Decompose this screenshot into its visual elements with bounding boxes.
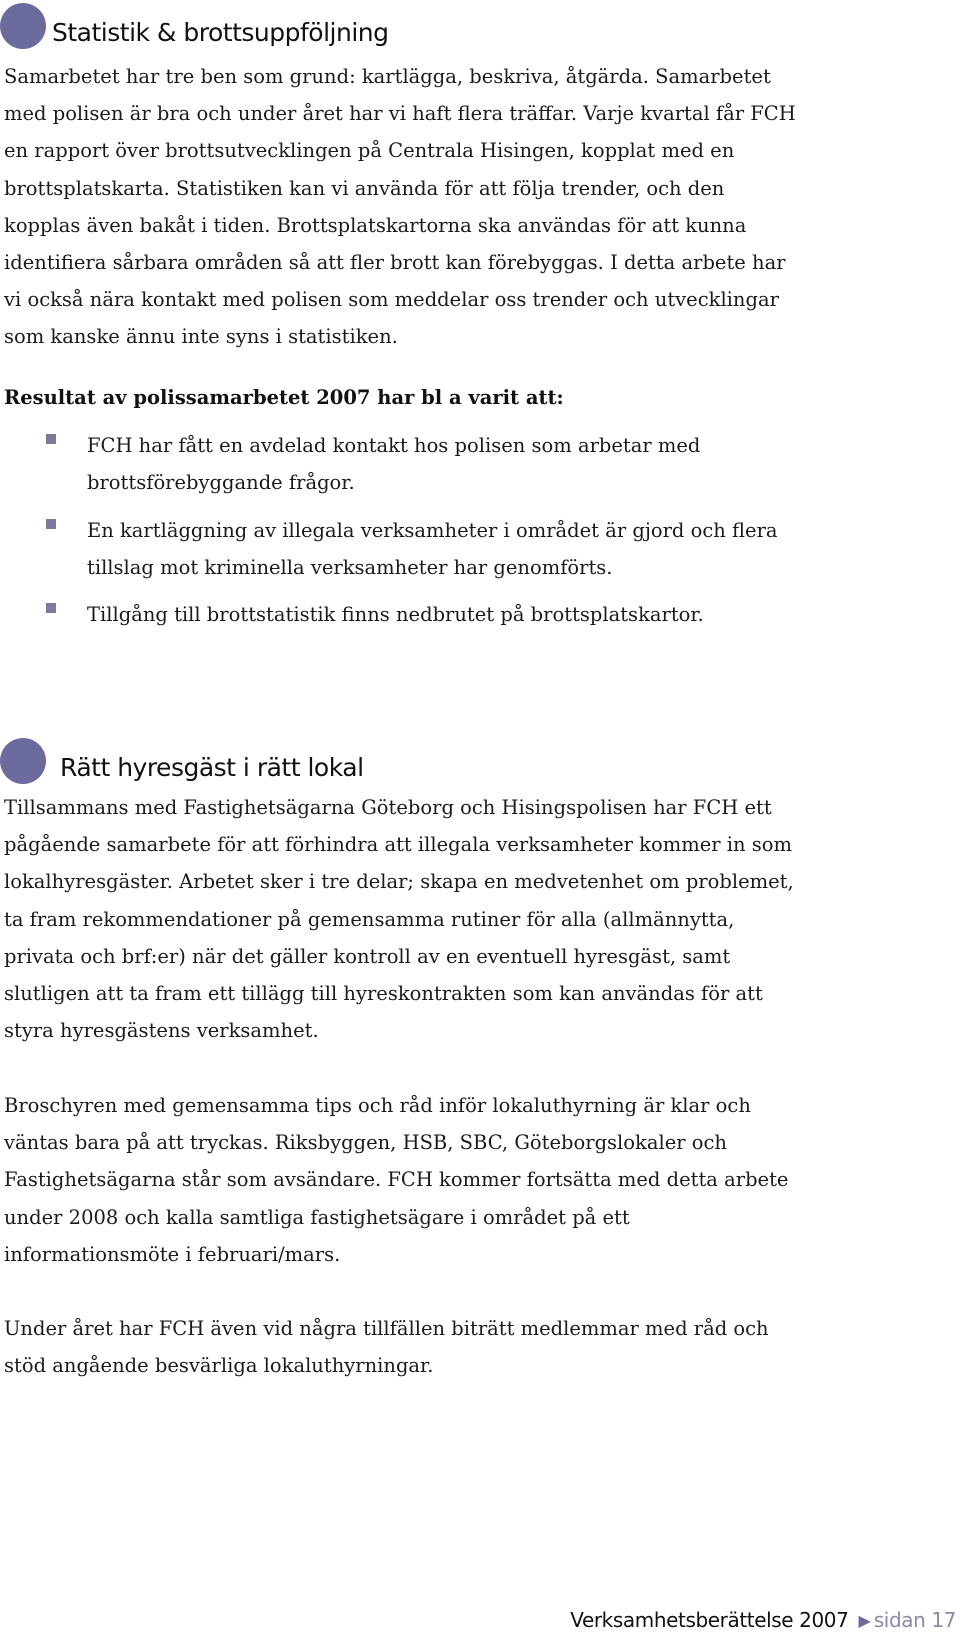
triangle-right-icon: ▶ bbox=[858, 1610, 871, 1630]
section-title: Statistik & brottsuppföljning bbox=[52, 17, 389, 47]
results-heading: Resultat av polissamarbetet 2007 har bl a varit att: bbox=[4, 386, 564, 409]
section-paragraph: Broschyren med gemensamma tips och råd inför lokaluthyrning är klar och väntas bara på att tryckas. Riksbyggen, HSB, SBC, Göteborgslokaler och Fastighetsägarna står som avsändare. FCH kommer fortsätta med detta arbete under 2008 och kalla samtliga fastighetsägare i området på ett informationsmöte i februari/mars. bbox=[4, 1094, 789, 1266]
list-item-text: Tillgång till brottstatistik finns nedbrutet på brottsplatskartor. bbox=[87, 603, 704, 626]
section-heading-hyresgast bbox=[0, 737, 364, 785]
section-paragraph: Under året har FCH även vid några tillfällen biträtt medlemmar med råd och stöd angående besvärliga lokaluthyrningar. bbox=[4, 1317, 769, 1378]
square-bullet-icon bbox=[46, 519, 56, 529]
square-bullet-icon bbox=[46, 603, 56, 613]
square-bullet-icon bbox=[46, 434, 56, 444]
footer-title: Verksamhetsberättelse 2007 bbox=[570, 1608, 849, 1632]
page-number: sidan 17 bbox=[873, 1608, 956, 1632]
page-footer bbox=[570, 1608, 956, 1632]
section-paragraph: Tillsammans med Fastighetsägarna Göteborg och Hisingspolisen har FCH ett pågående samarbete för att förhindra att illegala verksamheter kommer in som lokalhyresgäster. Arbetet sker i tre delar; skapa en medvetenhet om problemet, ta fram rekommendationer på gemensamma rutiner för alla (allmännytta, privata och brf:er) när det gäller kontroll av en eventuell hyresgäst, samt slutligen att ta fram ett tillägg till hyreskontrakten som kan användas för att styra hyresgästens verksamhet. bbox=[4, 796, 794, 1043]
heading-bullet-icon bbox=[0, 3, 46, 49]
list-item-text: FCH har fått en avdelad kontakt hos polisen som arbetar med brottsförebyggande frågor. bbox=[87, 434, 701, 495]
section-title: Rätt hyresgäst i rätt lokal bbox=[60, 752, 364, 782]
section-paragraph: Samarbetet har tre ben som grund: kartlägga, beskriva, åtgärda. Samarbetet med polisen är bra och under året har vi haft flera träffar. Varje kvartal får FCH en rapport över brottsutvecklingen på Centrala Hisingen, kopplat med en brottsplatskarta. Statistiken kan vi använda för att följa trender, och den kopplas även bakåt i tiden. Brottsplatskartorna ska användas för att kunna identifiera sårbara områden så att fler brott kan förebyggas. I detta arbete har vi också nära kontakt med polisen som meddelar oss trender och utvecklingar som kanske ännu inte syns i statistiken. bbox=[4, 65, 796, 349]
heading-bullet-icon bbox=[0, 738, 46, 784]
section-heading-statistik bbox=[0, 2, 388, 50]
list-item-text: En kartläggning av illegala verksamheter i området är gjord och flera tillslag mot kriminella verksamheter har genomförts. bbox=[87, 519, 778, 580]
